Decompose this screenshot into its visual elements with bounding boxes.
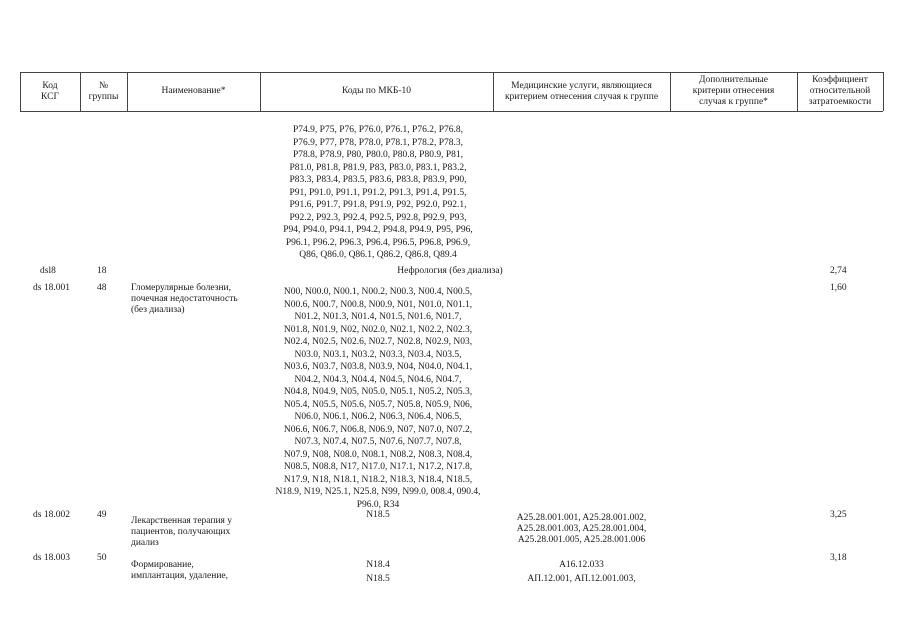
- row-icd-codes: N18.4 N18.5: [366, 560, 390, 584]
- row-code: ds 18.003: [33, 553, 70, 563]
- header-services: Медицинские услуги, являющиеся критерием отнесения случая к группе: [504, 80, 659, 102]
- row-name: Гломерулярные болезни, почечная недостаточность (без диализа): [131, 283, 238, 315]
- continuation-icd-codes: P74.9, P75, P76, P76.0, P76.1, P76.2, P76.8, P76.9, P77, P78, P78.0, P78.1, P78.2, P78.3, P78.8, P78.9, P80, P80.0, P80.8, P80.9, P81, P81.0, P81.8, P81.9, P83, P83.0, P83.1, P83.2, P83.3, P83.4, P83.5, P83.6, P83.8, P83.9, P90, P91, P91.0, P91.1, P91.2, P91.3, P91.4, P91.5, P91.6, P91.7, P91.8, P91.9, P92, P92.0, P92.1, P92.2, P92.3, P92.4, P92.5, P92.8, P92.9, P93, P94, P94.0, P94.1, P94.2, P94.8, P94.9, P95, P96, P96.1, P96.2, P96.3, P96.4, P96.5, P96.8, P96.9, Q86, Q86.0, Q86.1, Q86.2, Q86.8, Q89.4: [283, 125, 473, 260]
- profile-coefficient: 2,74: [830, 266, 847, 276]
- row-icd-codes: N00, N00.0, N00.1, N00.2, N00.3, N00.4, N00.5, N00.6, N00.7, N00.8, N00.9, N01, N01.0, N01.1, N01.2, N01.3, N01.4, N01.5, N01.6, N01.7, N01.8, N01.9, N02, N02.0, N02.1, N02.2, N02.3, N02.4, N02.5, N02.6, N02.7, N02.8, N02.9, N03, N03.0, N03.1, N03.2, N03.3, N03.4, N03.5, N03.6, N03.7, N03.8, N03.9, N04, N04.0, N04.1, N04.2, N04.3, N04.4, N04.5, N04.6, N04.7, N04.8, N04.9, N05, N05.0, N05.1, N05.2, N05.3, N05.4, N05.5, N05.6, N05.7, N05.8, N05.9, N06, N06.0, N06.1, N06.2, N06.3, N06.4, N06.5, N06.6, N06.7, N06.8, N06.9, N07, N07.0, N07.2, N07.3, N07.4, N07.5, N07.6, N07.7, N07.8, N07.9, N08, N08.0, N08.1, N08.2, N08.3, N08.4, N08.5, N08.8, N17, N17.0, N17.1, N17.2, N17.8, N17.9, N18, N18.1, N18.2, N18.3, N18.4, N18.5, N18.9, N19, N25.1, N25.8, N99, N99.0, 008.4, 090.4, P96.0, R34: [275, 287, 481, 510]
- row-group: 48: [97, 283, 107, 293]
- header-name: Наименование*: [161, 86, 226, 96]
- row-name: Формирование, имплантация, удаление,: [131, 560, 228, 581]
- profile-group: 18: [97, 266, 107, 276]
- row-group: 50: [97, 553, 107, 563]
- row-icd-codes: N18.5: [366, 510, 390, 520]
- row-code: ds 18.002: [33, 510, 70, 520]
- col-divider: [883, 72, 884, 111]
- row-services: A25.28.001.001, A25.28.001.002, A25.28.001.003, A25.28.001.004, A25.28.001.005, A25.28.001.006: [516, 513, 647, 545]
- header-icd-codes: Коды по МКБ-10: [341, 86, 412, 96]
- row-code: ds 18.001: [33, 283, 70, 293]
- header-coefficient: Коэффициент относительной затратоемкости: [808, 75, 872, 107]
- header-group-number: № группы: [88, 80, 119, 102]
- header-criteria: Дополнительные критерии отнесения случая к группе*: [692, 75, 775, 107]
- profile-code: dsl8: [40, 266, 56, 276]
- row-coefficient: 3,25: [830, 510, 847, 520]
- profile-title: Нефрология (без диализа): [397, 266, 503, 276]
- header-code: Код КСГ: [41, 80, 59, 102]
- row-group: 49: [97, 510, 107, 520]
- header-bottom-rule: [20, 111, 883, 112]
- row-coefficient: 3,18: [830, 553, 847, 563]
- row-services: A16.12.033 АП.12.001, АП.12.001.003,: [527, 560, 636, 584]
- row-name: Лекарственная терапия у пациентов, получающих диализ: [131, 516, 233, 548]
- row-coefficient: 1,60: [830, 283, 847, 293]
